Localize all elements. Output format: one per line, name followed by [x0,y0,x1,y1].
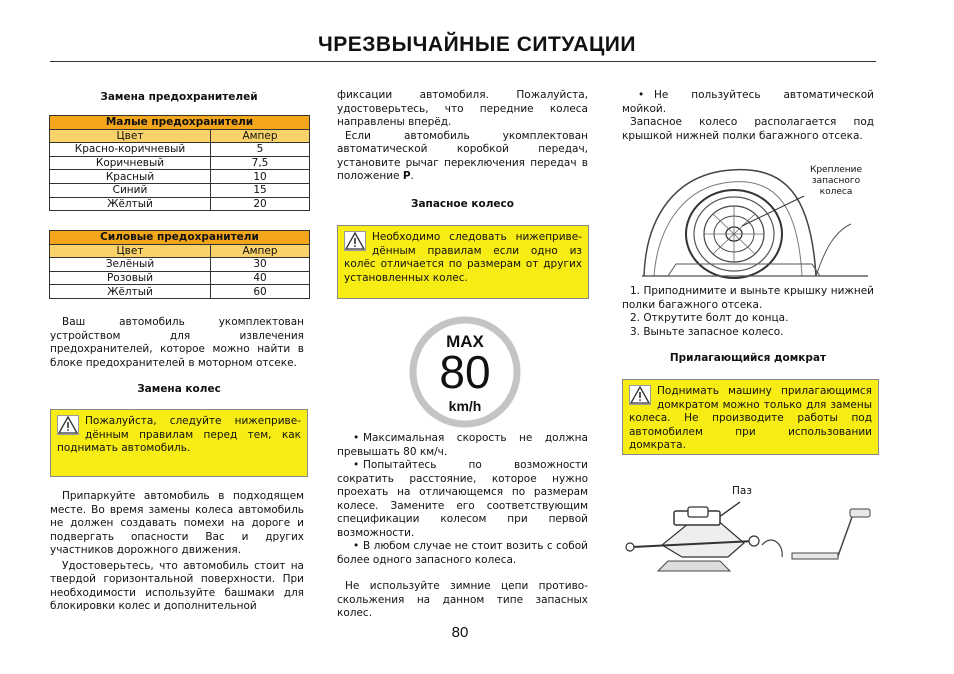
auto-gear-text [337,130,588,184]
speed-limit-sign [409,316,521,428]
table-row [50,183,310,197]
sign-speed-value: 80 [439,346,491,398]
fix-paragraph [337,89,588,184]
list-item [622,89,874,116]
fuse-amp: 40 [211,271,310,285]
fuse-color: Розовый [50,271,211,285]
chains-text: Не используйте зимние цепи противоскольжения на данном типе запасных колес. [337,580,588,619]
spare-warning-box [337,225,589,299]
jack-heading: Прилагающийся домкрат [669,352,827,364]
list-item [337,459,588,540]
fuse-amp: 20 [211,197,310,211]
wheels-heading: Замена колес [137,383,221,395]
wheels-warning-box [50,409,308,477]
table-row [50,197,310,211]
table-row [50,143,310,157]
slot-label: Паз [732,485,752,497]
power-fuses-table [49,230,310,299]
bullet-text: Максимальная скорость не должна превышать 80 км/ч. [337,432,588,458]
power-fuses-title: Силовые предохранители [50,231,310,245]
fuse-color: Коричневый [50,156,211,170]
table-row [50,285,310,299]
bullet: • [638,89,645,101]
small-fuses-title: Малые предохранители [50,116,310,130]
warning-icon [344,231,366,251]
warning-icon [57,415,79,435]
col3-top-text [622,89,874,143]
auto-gear-text-part: Если автомобиль укомплектован автоматической коробкой передач, установите рычаг переключения передач в положение [337,129,588,182]
column-header-color: Цвет [50,244,211,258]
speed-bullets [337,432,588,621]
spare-heading: Запасное колесо [411,198,514,210]
list-item [337,540,588,567]
fuse-color: Зелёный [50,258,211,272]
list-item: 2. Открутите болт до конца. [630,312,789,324]
fuse-tool-paragraph: Ваш автомобиль укомплектован устройством для извлечения предохранителей, которое можно найти в блоке предохранителей в моторном отсеке. [50,316,304,369]
fuse-amp: 7,5 [211,156,310,170]
spare-warning-text: Необходимо следовать нижеприведённым правилам если одно из колёс отличается по размерам от других установленных колес. [344,231,582,284]
carwash-text: Не пользуйтесь автоматической мойкой. [622,89,874,115]
table-row [50,258,310,272]
column-header-color: Цвет [50,129,211,143]
sign-max-label: MAX [446,332,484,351]
surface-text: Удостоверьтесь, что автомобиль стоит на твердой горизонтальной поверхности. При необходимости используйте башмаки для блокировки колес и дополнительной [50,559,304,612]
small-fuses-table [49,115,310,211]
sign-unit-label: km/h [448,398,482,414]
fuse-amp: 5 [211,143,310,157]
bullet-text: Попытайтесь по возможности сократить расстояние, которое нужно проехать на отличающемся по размерам колесе. Замените его соответствующим спецификации колесом при первой возможности. [337,459,588,539]
fuse-color: Синий [50,183,211,197]
mount-label: Крепление запасного колеса [809,165,863,197]
page-number: 80 [451,624,469,641]
park-text: Припаркуйте автомобиль в подходящем месте. Во время замены колеса автомобиль не должен создавать помехи на дороге и подвергать опасности Вас и других участников дорожного движения. [50,490,304,556]
header-rule [50,61,876,62]
gear-position: P [402,170,411,182]
wheels-warning-text: Пожалуйста, следуйте нижеприведённым правилам перед тем, как поднимать автомобиль. [57,415,301,454]
column-header-amp: Ампер [211,129,310,143]
bullet: • [353,432,360,444]
fuse-amp: 60 [211,285,310,299]
list-item: 3. Выньте запасное колесо. [630,325,784,338]
spare-steps [622,285,874,339]
page-title: ЧРЕЗВЫЧАЙНЫЕ СИТУАЦИИ [318,33,636,56]
bullet-text: В любом случае не стоит возить с собой более одного запасного колеса. [337,540,588,566]
spare-location-text: Запасное колесо располагается под крышкой нижней полки багажного отсека. [622,116,874,142]
bullet: • [353,459,360,471]
list-item [337,432,588,459]
jack-warning-box [622,379,879,455]
fuse-color: Красный [50,170,211,184]
auto-gear-text-end: . [410,170,414,182]
jack-illustration [622,497,878,583]
list-item: 1. Приподнимите и выньте крышку нижней полки багажного отсека. [622,285,874,311]
fuse-amp: 30 [211,258,310,272]
fuse-amp: 15 [211,183,310,197]
park-paragraph [50,490,304,614]
warning-icon [629,385,651,405]
column-header-amp: Ампер [211,244,310,258]
fix-text: фиксации автомобиля. Пожалуйста, удостоверьтесь, что передние колеса направлены вперёд. [337,89,588,128]
fuse-color: Жёлтый [50,197,211,211]
table-row [50,170,310,184]
table-row [50,271,310,285]
jack-warning-text: Поднимать машину прилагающимся домкратом можно только для замены колеса. Не производите работы под автомобилем при использовании домкрата. [629,385,872,451]
fuses-heading: Замена предохранителей [100,91,258,103]
fuse-color: Красно-коричневый [50,143,211,157]
bullet: • [353,540,360,552]
table-row [50,156,310,170]
fuse-amp: 10 [211,170,310,184]
fuse-color: Жёлтый [50,285,211,299]
